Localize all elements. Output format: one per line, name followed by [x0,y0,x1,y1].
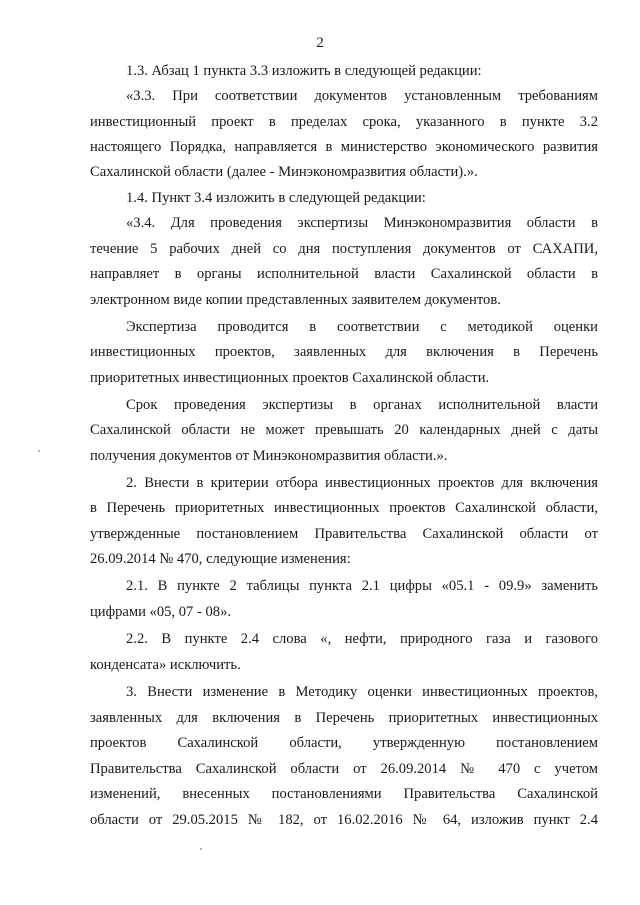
text-line: утвержденные постановлением Правительства Сахалинской области от [90,526,598,542]
text-line: Срок проведения экспертизы в органах исполнительной власти [126,397,598,413]
text-line: получения документов от Минэкономразвития области.». [90,448,448,464]
text-line: электронном виде копии представленных заявителем документов. [90,292,501,308]
text-line: настоящего Порядка, направляется в министерство экономического развития [90,139,598,155]
text-line: «3.4. Для проведения экспертизы Минэкономразвития области в [126,215,598,231]
text-line: 26.09.2014 № 470, следующие изменения: [90,551,351,567]
text-line: 3. Внести изменение в Методику оценки инвестиционных проектов, [126,684,598,700]
text-line: изменений, внесенных постановлениями Правительства Сахалинской [90,786,598,802]
text-line: 1.4. Пункт 3.4 изложить в следующей редакции: [126,190,426,206]
text-line: Сахалинской области не может превышать 20 календарных дней с даты [90,422,598,438]
text-line: конденсата» исключить. [90,657,241,673]
scan-speck [200,848,202,850]
text-line: Экспертиза проводится в соответствии с методикой оценки [126,319,598,335]
text-line: в Перечень приоритетных инвестиционных проектов Сахалинской области, [90,500,598,516]
text-line: 2. Внести в критерии отбора инвестиционных проектов для включения [126,475,598,491]
page-number: 2 [316,35,324,51]
text-line: 2.2. В пункте 2.4 слова «, нефти, природного газа и газового [126,631,598,647]
text-line: инвестиционный проект в пределах срока, указанного в пункте 3.2 [90,114,598,130]
text-line: цифрами «05, 07 - 08». [90,604,232,620]
text-line: проектов Сахалинской области, утвержденную постановлением [90,735,598,751]
scan-speck [38,450,40,452]
text-line: приоритетных инвестиционных проектов Сахалинской области. [90,370,490,386]
text-line: «3.3. При соответствии документов установленным требованиям [126,88,598,104]
text-line: Сахалинской области (далее - Минэкономразвития области).». [90,164,478,180]
text-line: заявленных для включения в Перечень приоритетных инвестиционных [90,710,598,726]
text-line: 2.1. В пункте 2 таблицы пункта 2.1 цифры «05.1 - 09.9» заменить [126,578,598,594]
text-line: Правительства Сахалинской области от 26.09.2014 № 470 с учетом [90,761,598,777]
text-line: 1.3. Абзац 1 пункта 3.3 изложить в следующей редакции: [126,63,482,79]
text-line: течение 5 рабочих дней со дня поступления документов от САХАПИ, [90,241,598,257]
text-line: инвестиционных проектов, заявленных для включения в Перечень [90,344,598,360]
text-line: области от 29.05.2015 № 182, от 16.02.2016 № 64, изложив пункт 2.4 [90,812,598,828]
text-line: направляет в органы исполнительной власти Сахалинской области в [90,266,598,282]
